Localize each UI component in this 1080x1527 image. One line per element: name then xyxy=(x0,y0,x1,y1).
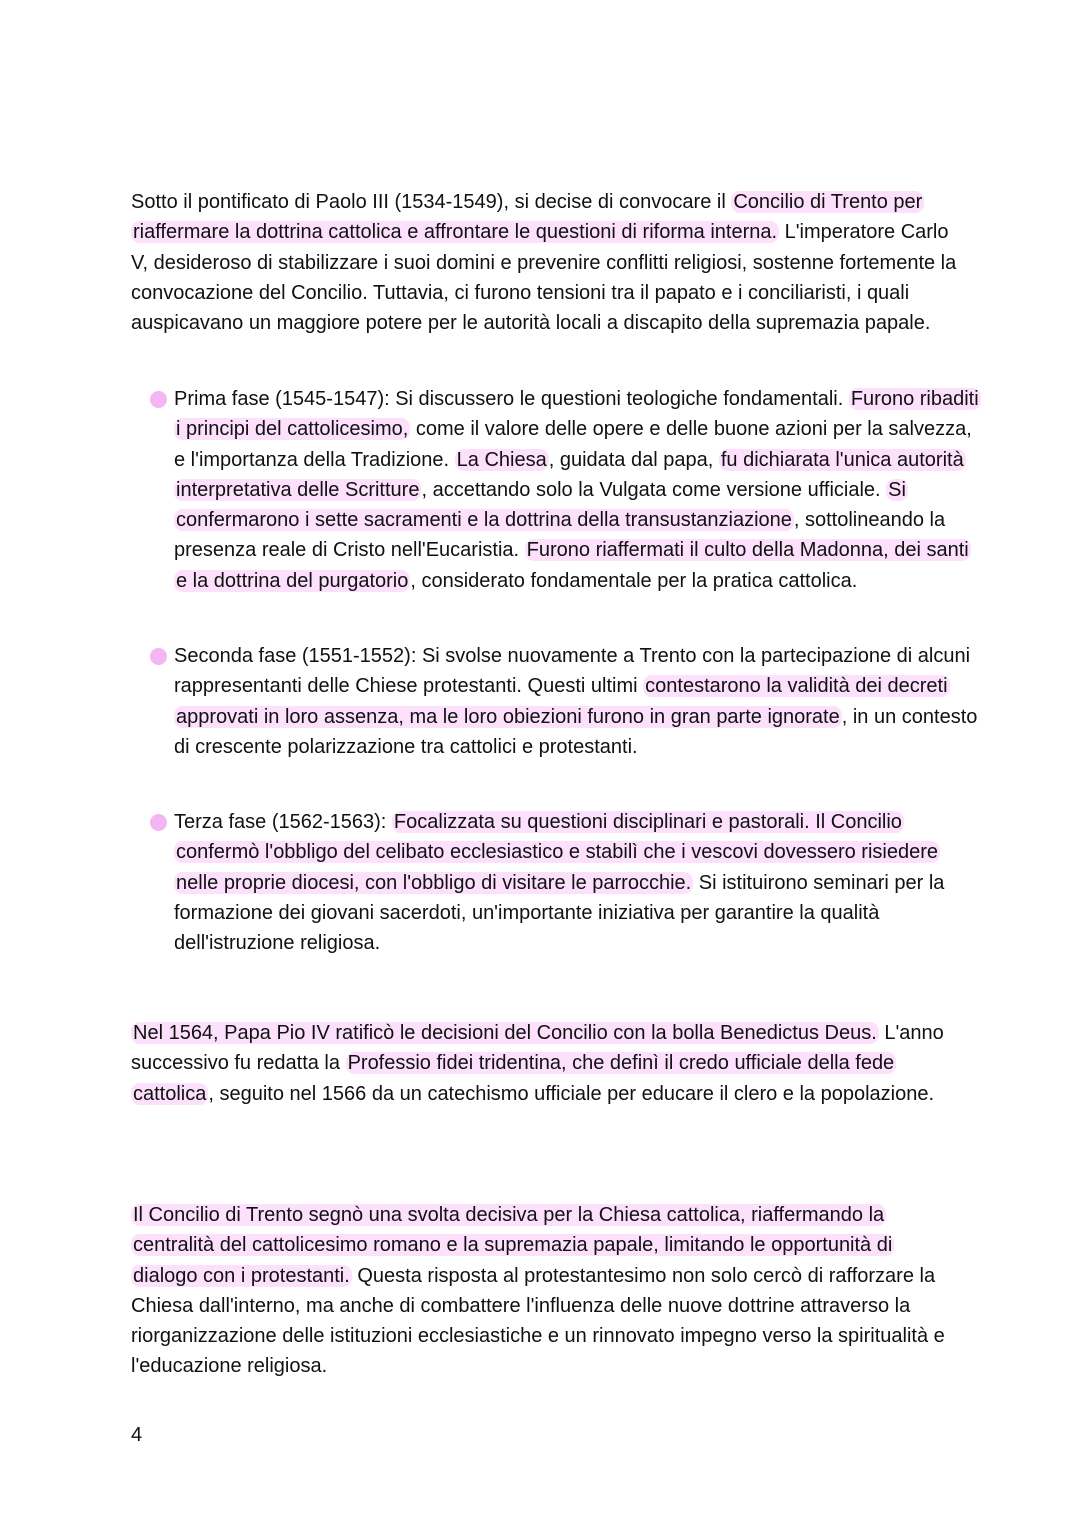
ratification-paragraph: Nel 1564, Papa Pio IV ratificò le decisioni del Concilio con la bolla Benedictus Deus. L'anno successivo fu redatta la Professio fidei tridentina, che definì il credo ufficiale della fede cattolica , seguito nel 1566 da un catechismo ufficiale per educare il clero e la popolazione. xyxy=(131,1022,944,1105)
page-number: 4 xyxy=(131,1424,143,1446)
intro-highlight-1: Concilio di Trento per riaffermare la dottrina cattolica e affrontare le questioni di riforma interna. xyxy=(133,191,923,244)
conclusion-paragraph: Il Concilio di Trento segnò una svolta decisiva per la Chiesa cattolica, riaffermando la centralità del cattolicesimo romano e la supremazia papale, limitando le opportunità di dialogo con i protestanti. Questa risposta al protestantesimo non solo cercò di rafforzare la Chiesa dall'interno, ma anche di combattere l'influenza delle nuove dottrine attraverso la riorganizzazione delle istituzioni ecclesiastiche e un rinnovato impegno verso la spiritualità e l'educazione religiosa. xyxy=(131,1204,945,1378)
phase-3-bullet: Terza fase (1562-1563): Focalizzata su questioni disciplinari e pastorali. Il Concilio confermò l'obbligo del celibato ecclesiastico e stabilì che i vescovi dovessero risiedere nelle proprie diocesi, con l'obbligo di visitare le parrocchie. Si istituirono seminari per la formazione dei giovani sacerdoti, un'importante iniziativa per garantire la qualità dell'istruzione religiosa. xyxy=(150,807,984,958)
bullet-dot-icon xyxy=(150,648,167,665)
phase-2-bullet: Seconda fase (1551-1552): Si svolse nuovamente a Trento con la partecipazione di alcuni rappresentanti delle Chiese protestanti. Questi ultimi contestarono la validità dei decreti approvati in loro assenza, ma le loro obiezioni furono in gran parte ignorate , in un contesto di crescente polarizzazione tra cattolici e protestanti. xyxy=(150,641,984,762)
intro-text-1: Sotto il pontificato di Paolo III (1534-1549), si decise di convocare il xyxy=(131,191,732,213)
bullet-dot-icon xyxy=(150,814,167,831)
intro-paragraph xyxy=(131,187,961,338)
intro-text-2: L'imperatore Carlo V, desideroso di stabilizzare i suoi domini e prevenire conflitti religiosi, sostenne fortemente la convocazione del Concilio. Tuttavia, ci furono tensioni tra il papato e i conciliaristi, i quali auspicavano un maggiore potere per le autorità locali a discapito della supremazia papale. xyxy=(131,221,957,335)
phase-1-bullet: Prima fase (1545-1547): Si discussero le questioni teologiche fondamentali. Furono ribaditi i principi del cattolicesimo, come il valore delle opere e delle buone azioni per la salvezza, e l'importanza della Tradizione. La Chiesa , guidata dal papa, fu dichiarata l'unica autorità interpretativa delle Scritture , accettando solo la Vulgata come versione ufficiale. Si confermarono i sette sacramenti e la dottrina della transustanziazione , sottolineando la presenza reale di Cristo nell'Eucaristia. Furono riaffermati il culto della Madonna, dei santi e la dottrina del purgatorio , considerato fondamentale per la pratica cattolica. xyxy=(150,384,984,596)
bullet-dot-icon xyxy=(150,391,167,408)
